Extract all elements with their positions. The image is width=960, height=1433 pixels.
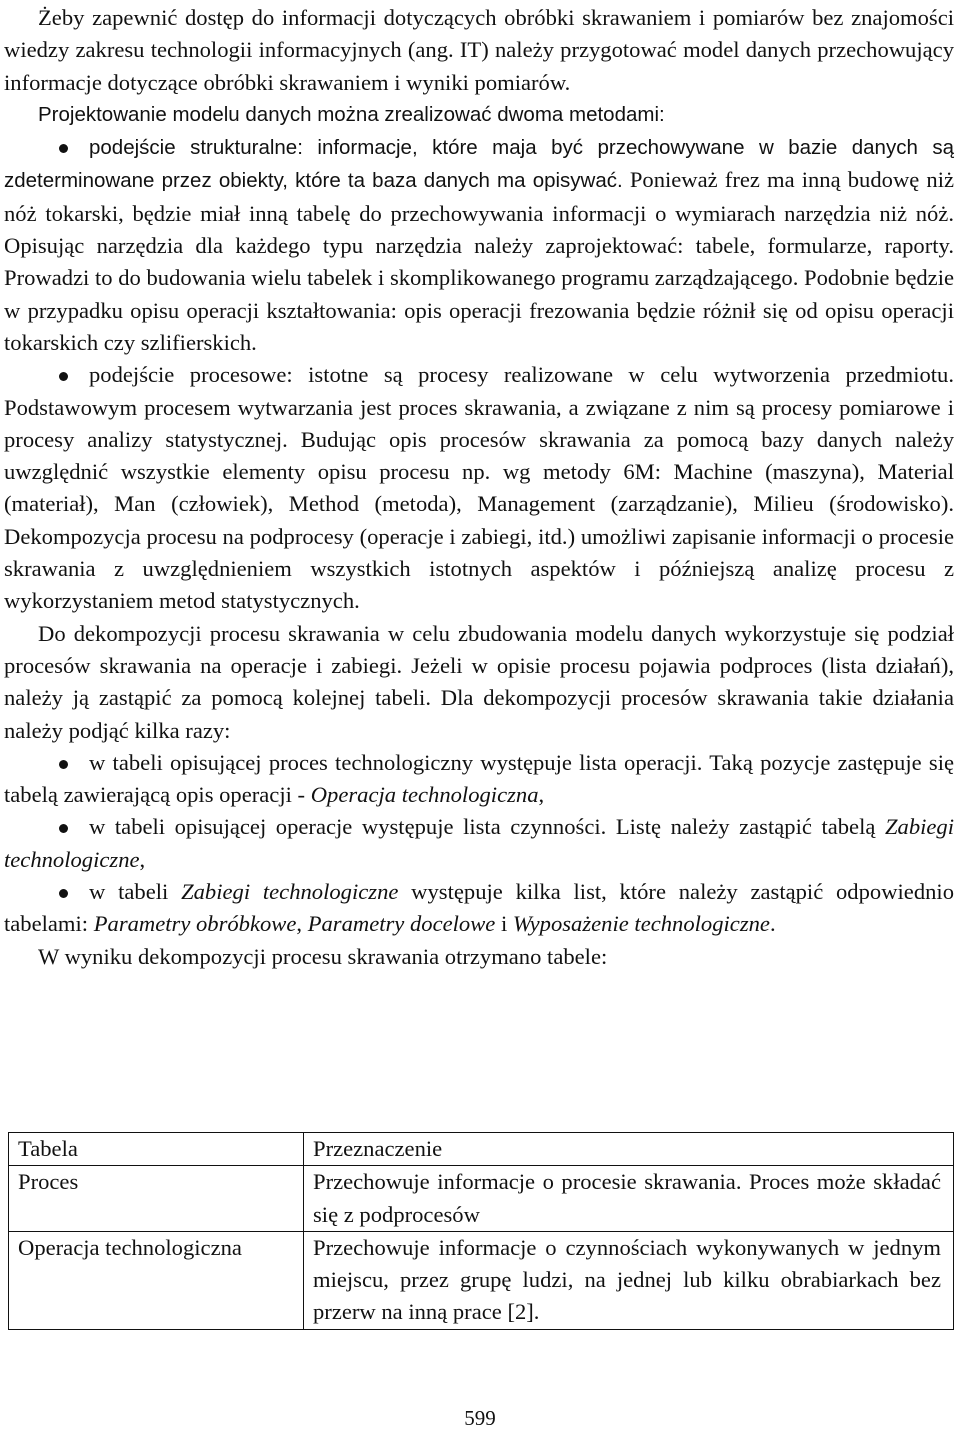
list-item-structural [4,131,954,359]
table-cell: Operacja technologiczna [9,1231,304,1329]
list-item-lists [4,876,954,941]
item1-end: , [538,782,545,808]
item2-italic: Zabiegi technologiczne [4,814,954,872]
table-cell: Przechowuje informacje o procesie skrawania. Proces może składać się z podprocesów [304,1166,954,1232]
item2-text: w tabeli opisującej operacje występuje lista czynności. Listę należy zastąpić tabelą [89,814,885,840]
table-header-cell: Tabela [9,1133,304,1166]
list-item-activities [4,811,954,876]
table-cell: Proces [9,1166,304,1232]
list-item-operation [4,747,954,812]
table-cell: Przechowuje informacje o czynnościach wykonywanych w jednym miejscu, przez grupę ludzi, na jednej lub kilku obrabiarkach bez przerw na inną prace [2]. [304,1231,954,1329]
table-row [9,1166,954,1232]
table-header-row [9,1133,954,1166]
paragraph-methods-intro: Projektowanie modelu danych można zrealizować dwoma metodami: [38,102,665,126]
item2-end: , [139,846,146,872]
page-number: 599 [464,1406,496,1430]
item3-text2: występuje kilka list, które należy zastąpić odpowiednio tabelami: [4,879,954,937]
structural-text-b: Ponieważ frez ma inną budowę niż nóż tokarski, będzie miał inną tabelę do przechowywania informacji o wymiarach narzędzia niż nóż. Opisując narzędzia dla każdego typu narzędzia należy zaprojektować: tabele, formularze, raporty. Prowadzi to do budowania wielu tabelek i skomplikowanego programu zarządzającego. Podobnie będzie w przypadku opisu operacji kształtowania: opis operacji frezowania będzie różnił się od opisu operacji tokarskich czy szlifierskich. [4,167,955,355]
table-header-cell: Przeznaczenie [304,1133,954,1166]
tables-table [8,1132,954,1330]
item3-italic1: Zabiegi technologiczne [181,879,399,905]
item1-italic: Operacja technologiczna [310,782,539,808]
item3-italic3: Parametry docelowe [307,911,496,937]
item3-end: . [769,911,776,937]
item3-text1: w tabeli [89,879,182,905]
list-item-process: podejście procesowe: istotne są procesy realizowane w celu wytworzenia przedmiotu. Podstawowym procesem wytwarzania jest proces skrawania, a związane z nim są procesy pomiarowe i procesy analizy statystycznej. Budując opis procesów skrawania za pomocą bazy danych należy uwzględnić wszystkie elementy opisu procesu np. wg metody 6M: Machine (maszyna), Material (materiał), Man (człowiek), Method (metoda), Management (zarządzanie), Milieu (środowisko). Dekompozycja procesu na podprocesy (operacje i zabiegi, itd.) umożliwi zapisanie informacji o procesie skrawania z uwzględnieniem wszystkich istotnych aspektów i późniejszą analizę procesu z wykorzystaniem metod statystycznych. [4,359,954,617]
item3-italic2: Parametry obróbkowe [93,911,297,937]
item3-text3: , [296,911,308,937]
item3-text4: i [495,911,513,937]
item3-italic4: Wyposażenie technologiczne [512,911,770,937]
table-row [9,1231,954,1329]
paragraph-decomposition: Do dekompozycji procesu skrawania w celu zbudowania modelu danych wykorzystuje się podział procesów skrawania na operacje i zabiegi. Jeżeli w opisie procesu pojawia podproces (lista działań), należy ją zastąpić za pomocą kolejnej tabeli. Dla dekompozycji procesów skrawania takie działania należy podjąć kilka razy: [4,620,954,743]
paragraph-result-intro: W wyniku dekompozycji procesu skrawania otrzymano tabele: [38,943,608,969]
paragraph-intro: Żeby zapewnić dostęp do informacji dotyczących obróbki skrawaniem i pomiarów bez znajomości wiedzy zakresu technologii informacyjnych (ang. IT) należy przygotować model danych przechowujący informacje dotyczące obróbki skrawaniem i wyniki pomiarów. [4,5,954,95]
item1-text: w tabeli opisującej proces technologiczny występuje lista operacji. Taką pozycje zastępuje się tabelą zawierającą opis operacji - [4,749,954,808]
structural-text-a: podejście strukturalne: informacje, które maja być przechowywane w bazie danych są zdeterminowane przez obiekty, które ta baza danych ma opisywać. [4,136,954,193]
body-text [4,2,954,973]
